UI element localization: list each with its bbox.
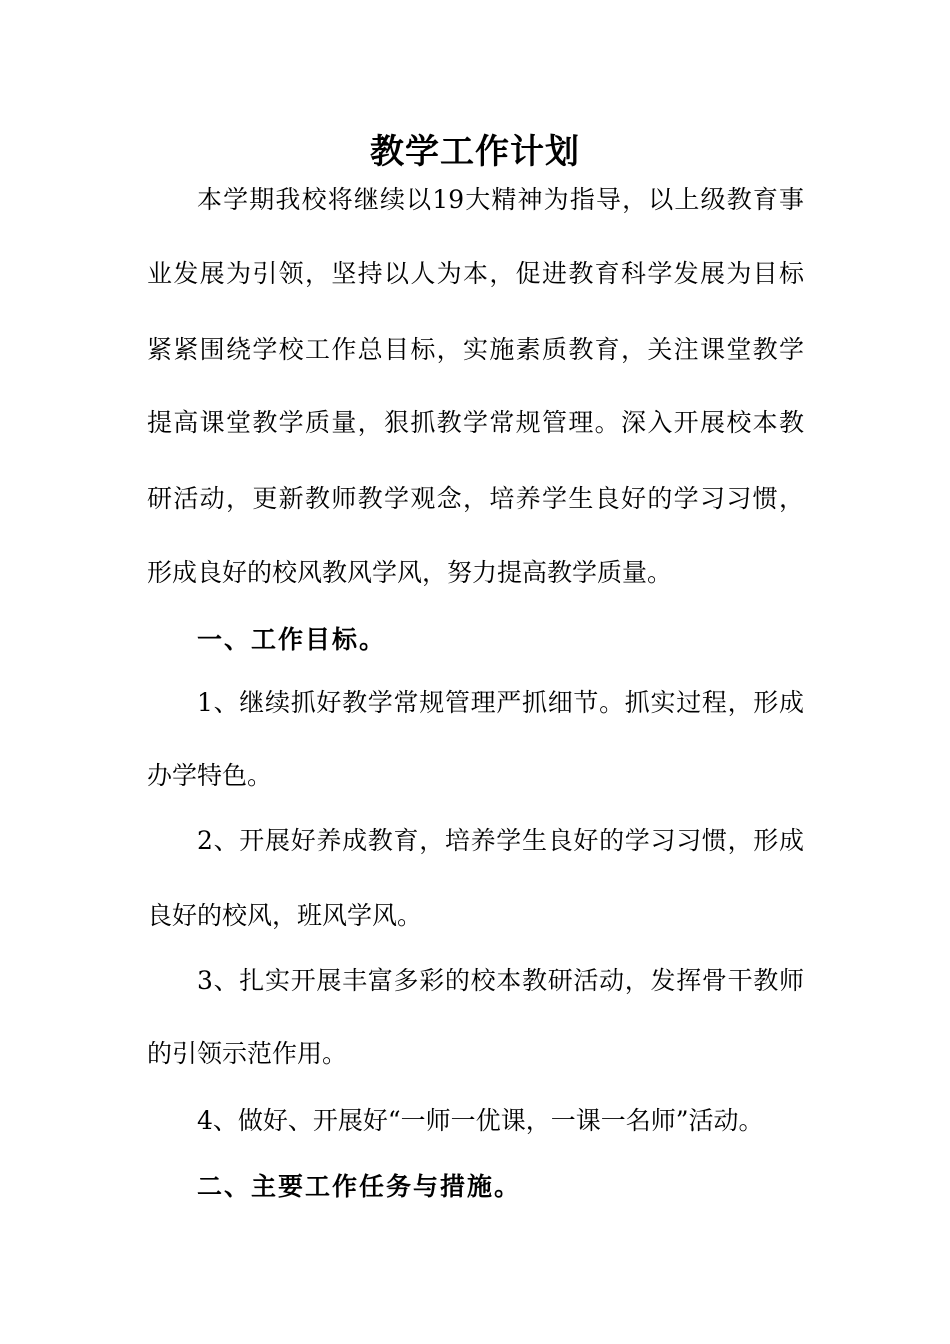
intro-line-5: 研活动，更新教师教学观念，培养学生良好的学习习惯， [147, 484, 804, 513]
intro-line-6: 形成良好的校风教风学风，努力提高教学质量。 [147, 558, 673, 587]
intro-line-1: 本学期我校将继续以19大精神为指导，以上级教育事 [197, 185, 804, 214]
document-title: 教学工作计划 [370, 132, 580, 172]
goal-item-2-line-1: 2、开展好养成教育，培养学生良好的学习习惯，形成 [197, 826, 804, 855]
goal-item-3-line-1: 3、扎实开展丰富多彩的校本教研活动，发挥骨干教师 [197, 966, 804, 995]
section-heading-goals: 一、工作目标。 [197, 625, 387, 654]
goal-item-4: 4、做好、开展好“一师一优课，一课一名师”活动。 [197, 1106, 764, 1135]
goal-item-1-line-1: 1、继续抓好教学常规管理严抓细节。抓实过程，形成 [197, 688, 804, 717]
intro-line-4: 提高课堂教学质量，狠抓教学常规管理。深入开展校本教 [147, 408, 804, 437]
intro-line-2: 业发展为引领，坚持以人为本，促进教育科学发展为目标 [147, 259, 804, 288]
goal-item-3-line-2: 的引领示范作用。 [147, 1039, 348, 1068]
goal-item-2-line-2: 良好的校风，班风学风。 [147, 901, 423, 930]
section-heading-tasks: 二、主要工作任务与措施。 [197, 1172, 522, 1201]
intro-line-3: 紧紧围绕学校工作总目标，实施素质教育，关注课堂教学 [147, 335, 804, 364]
goal-item-1-line-2: 办学特色。 [147, 761, 273, 790]
